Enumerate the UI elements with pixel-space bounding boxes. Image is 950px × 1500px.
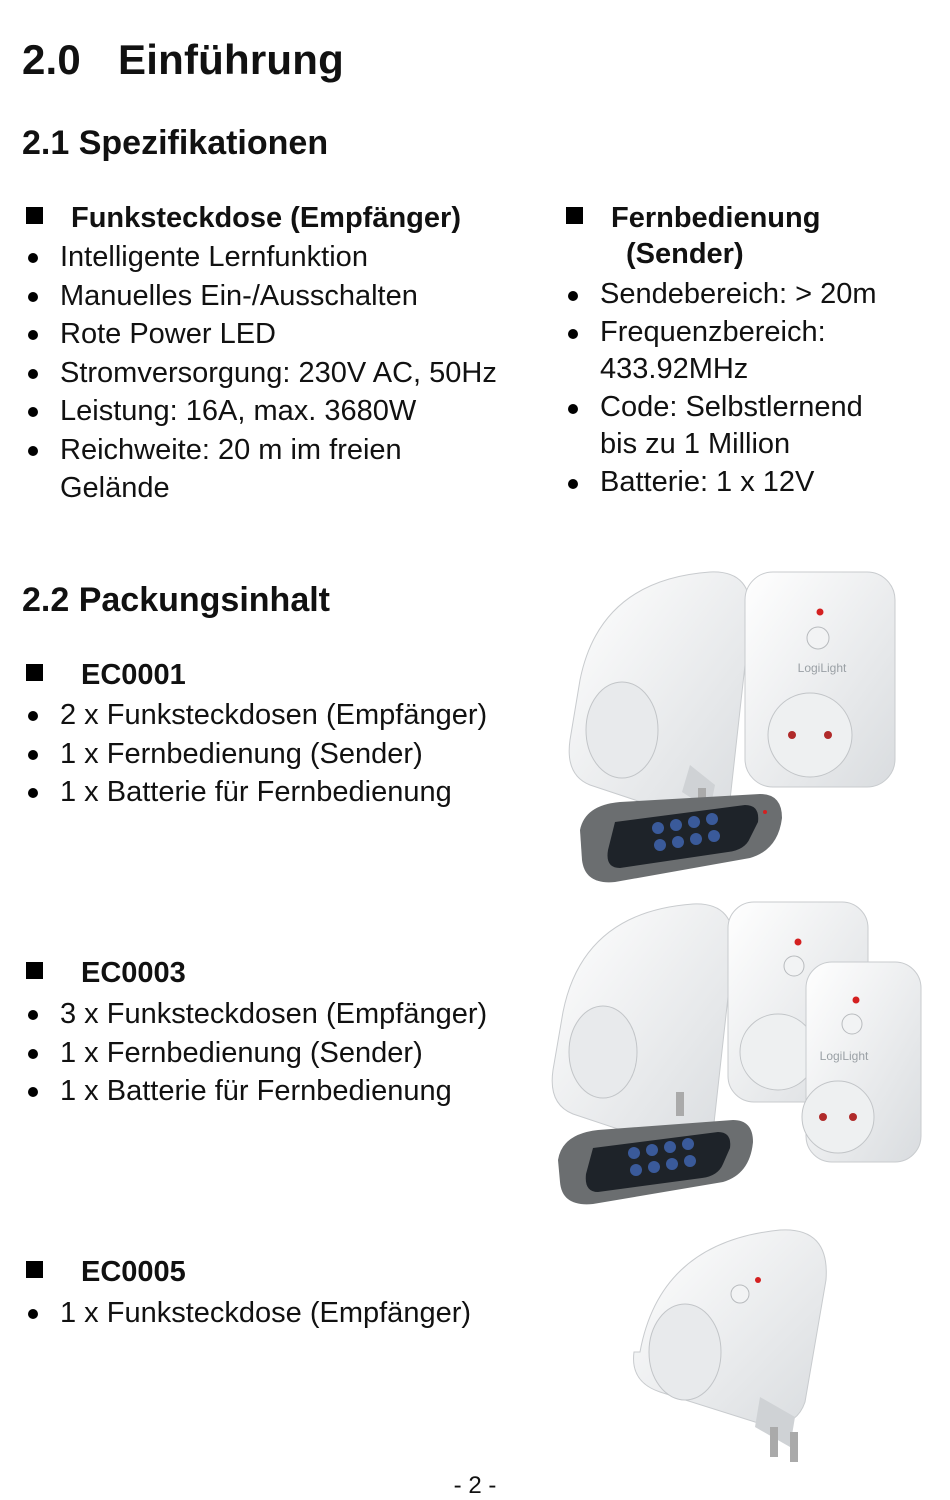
brand-logo: LogiLight	[819, 1049, 869, 1063]
remote-spec-list	[562, 276, 932, 501]
specs-heading: 2.1 Spezifikationen	[22, 124, 329, 162]
remote-spec-title-line2: (Sender)	[626, 238, 744, 270]
list-item: Manuelles Ein-/Ausschalten	[22, 277, 542, 316]
power-led-icon	[817, 609, 824, 616]
package-ec0005-title: EC0005	[26, 1256, 186, 1289]
ec0003-product-image	[548, 892, 928, 1212]
package-ec0001-title: EC0001	[26, 659, 186, 692]
square-bullet-icon	[26, 664, 43, 681]
list-item: Code: Selbstlernend bis zu 1 Million	[562, 389, 900, 464]
list-item: 1 x Batterie für Fernbedienung	[22, 1072, 542, 1111]
list-item: Rote Power LED	[22, 315, 542, 354]
list-item: 1 x Funksteckdose (Empfänger)	[22, 1294, 542, 1333]
list-item: 1 x Fernbedienung (Sender)	[22, 1034, 542, 1073]
package-ec0003-title: EC0003	[26, 957, 186, 990]
square-bullet-icon	[26, 1261, 43, 1278]
list-item: 3 x Funksteckdosen (Empfänger)	[22, 995, 542, 1034]
square-bullet-icon	[566, 207, 583, 224]
square-bullet-icon	[26, 962, 43, 979]
remote-spec-title: Fernbedienung	[566, 202, 820, 235]
list-item: Sendebereich: > 20m	[562, 276, 932, 314]
list-item: Reichweite: 20 m im freien Gelände	[22, 431, 420, 508]
list-item: Frequenzbereich: 433.92MHz	[562, 314, 850, 389]
package-ec0001-list	[22, 696, 542, 812]
remote-control-icon	[558, 1120, 753, 1204]
ec0001-product-image	[560, 560, 920, 890]
list-item: Leistung: 16A, max. 3680W	[22, 392, 542, 431]
list-item: Stromversorgung: 230V AC, 50Hz	[22, 354, 542, 393]
list-item: Intelligente Lernfunktion	[22, 238, 542, 277]
list-item: 1 x Fernbedienung (Sender)	[22, 735, 542, 774]
section-title	[22, 36, 344, 84]
package-heading: 2.2 Packungsinhalt	[22, 581, 330, 619]
page-number: - 2 -	[453, 1472, 497, 1499]
list-item: 2 x Funksteckdosen (Empfänger)	[22, 696, 542, 735]
section-number: 2.0	[22, 36, 81, 83]
remote-control-icon	[580, 794, 782, 882]
package-ec0005-list	[22, 1294, 542, 1333]
ec0005-product-image	[630, 1222, 850, 1472]
package-ec0003-list	[22, 995, 542, 1111]
section-name: Einführung	[118, 36, 344, 83]
list-item: 1 x Batterie für Fernbedienung	[22, 773, 542, 812]
square-bullet-icon	[26, 207, 43, 224]
brand-logo: LogiLight	[797, 661, 847, 675]
list-item: Batterie: 1 x 12V	[562, 464, 932, 502]
receiver-spec-title: Funksteckdose (Empfänger)	[26, 202, 461, 235]
receiver-spec-list	[22, 238, 542, 508]
